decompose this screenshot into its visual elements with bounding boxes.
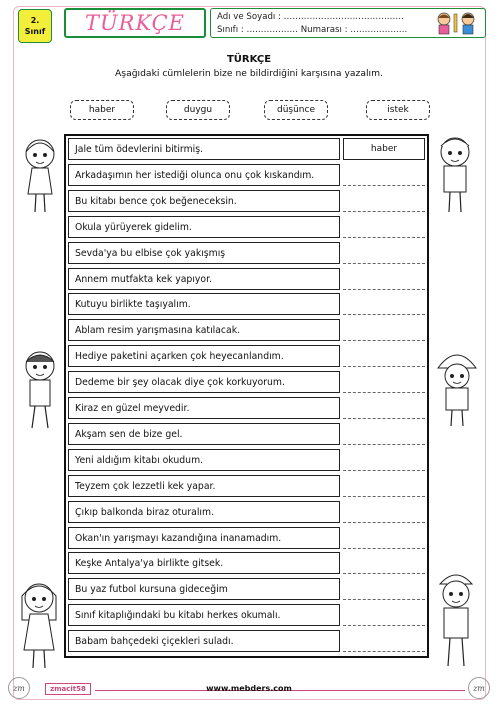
kids-illustration-icon	[430, 10, 484, 36]
answer-field[interactable]	[343, 190, 425, 212]
sentence-cell: Arkadaşımın her istediği olunca onu çok kıskandım.	[68, 164, 340, 186]
answer-field[interactable]	[343, 397, 425, 419]
sentence-cell: Okan'ın yarışmayı kazandığına inanamadım.	[68, 527, 340, 549]
answer-field[interactable]	[343, 242, 425, 264]
choice-dusunce: düşünce	[264, 100, 328, 120]
worksheet-instruction: Aşağıdaki cümlelerin bize ne bildirdiğini karşısına yazalım.	[115, 68, 383, 79]
subject-title: TÜRKÇE	[84, 11, 186, 35]
answer-field[interactable]	[343, 293, 425, 315]
sentence-cell: Yeni aldığım kitabı okudum.	[68, 449, 340, 471]
girl-figure-bottom-icon	[16, 576, 62, 672]
sentence-cell: Kutuyu birlikte taşıyalım.	[68, 293, 340, 315]
footer-logo-right: zm	[468, 677, 490, 699]
choice-istek: istek	[366, 100, 430, 120]
sentence-cell: Bu yaz futbol kursuna gideceğim	[68, 578, 340, 600]
grade-badge	[18, 9, 52, 43]
sentence-cell: Bu kitabı bence çok beğeneceksin.	[68, 190, 340, 212]
choice-duygu: duygu	[166, 100, 230, 120]
worksheet-heading: TÜRKÇE	[226, 54, 272, 65]
hat-figure-icon	[432, 346, 482, 428]
boy-figure-right-icon	[430, 130, 480, 216]
footer-website-link[interactable]: www.mebders.com	[206, 684, 292, 693]
answer-field[interactable]	[343, 319, 425, 341]
name-field[interactable]: Adı ve Soyadı : ……………………………………	[217, 12, 404, 22]
answer-field[interactable]	[343, 604, 425, 626]
sentence-cell: Çıkıp balkonda biraz oturalım.	[68, 501, 340, 523]
answer-field[interactable]	[343, 578, 425, 600]
answer-field[interactable]	[343, 527, 425, 549]
girl-figure-icon	[18, 134, 62, 216]
answer-field[interactable]	[343, 449, 425, 471]
sentence-cell: Akşam sen de bize gel.	[68, 423, 340, 445]
sentence-cell: Annem mutfakta kek yapıyor.	[68, 268, 340, 290]
sentence-cell: Keşke Antalya'ya birlikte gitsek.	[68, 552, 340, 574]
footer-logo-left: zm	[8, 677, 30, 699]
sentence-cell: Hediye paketini açarken çok heyecanlandım.	[68, 345, 340, 367]
answer-field[interactable]	[343, 268, 425, 290]
answer-field[interactable]: haber	[343, 138, 425, 160]
answer-field[interactable]	[343, 552, 425, 574]
sentence-cell: Jale tüm ödevlerini bitirmiş.	[68, 138, 340, 160]
answer-field[interactable]	[343, 164, 425, 186]
sentence-cell: Sevda'ya bu elbise çok yakışmış	[68, 242, 340, 264]
answer-field[interactable]	[343, 345, 425, 367]
answer-field[interactable]	[343, 423, 425, 445]
sentence-cell: Babam bahçedeki çiçekleri suladı.	[68, 630, 340, 652]
subject-title-box	[64, 8, 206, 38]
choice-haber: haber	[70, 100, 134, 120]
answer-field[interactable]	[343, 371, 425, 393]
answer-field[interactable]	[343, 630, 425, 652]
grade-number: 2.	[30, 16, 40, 25]
class-number-field[interactable]: Sınıfı : ……………… Numarası : ……………..…	[217, 25, 408, 35]
boy-figure-bottom-icon	[430, 566, 482, 670]
boy-figure-left-icon	[18, 346, 62, 432]
answer-field[interactable]	[343, 475, 425, 497]
footer-author-tag: zmacit58	[45, 683, 91, 695]
sentence-cell: Kiraz en güzel meyvedir.	[68, 397, 340, 419]
sentence-cell: Okula yürüyerek gidelim.	[68, 216, 340, 238]
sentence-cell: Teyzem çok lezzetli kek yapar.	[68, 475, 340, 497]
sentence-cell: Ablam resim yarışmasına katılacak.	[68, 319, 340, 341]
answer-field[interactable]	[343, 501, 425, 523]
sentence-cell: Dedeme bir şey olacak diye çok korkuyorum.	[68, 371, 340, 393]
sentence-cell: Sınıf kitaplığındaki bu kitabı herkes okumalı.	[68, 604, 340, 626]
grade-label: Sınıf	[24, 27, 46, 36]
answer-field[interactable]	[343, 216, 425, 238]
